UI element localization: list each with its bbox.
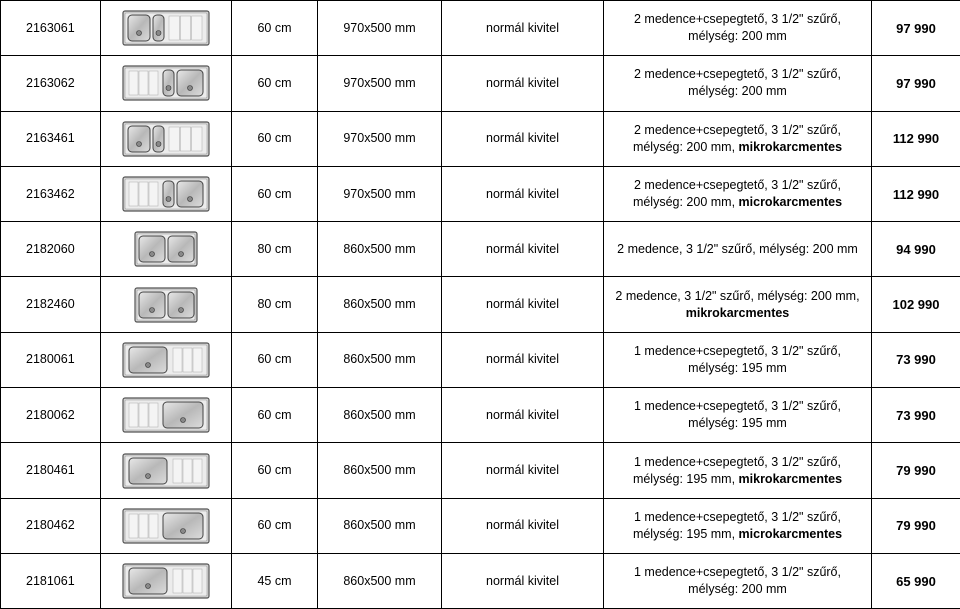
sink-icon [101,285,231,325]
description-line1: 1 medence+csepegtető, 3 1/2" szűrő, [633,343,841,358]
description [604,277,872,332]
cabinet-width: 60 cm [232,111,318,166]
sink-icon [101,229,231,269]
product-code: 2163462 [1,166,101,221]
description [604,222,872,277]
price: 65 990 [872,553,960,608]
cabinet-width: 60 cm [232,388,318,443]
description-line2: mélység: 200 mm [688,29,787,44]
sink-image [101,388,232,443]
sink-image [101,56,232,111]
price: 79 990 [872,443,960,498]
table-row [1,443,960,498]
dimensions: 860x500 mm [318,222,442,277]
product-code: 2163061 [1,1,101,56]
product-code: 2180061 [1,332,101,387]
cabinet-width: 60 cm [232,498,318,553]
table-row [1,277,960,332]
price: 112 990 [872,111,960,166]
cabinet-width: 60 cm [232,332,318,387]
finish-type: normál kivitel [442,388,604,443]
dimensions: 970x500 mm [318,111,442,166]
description [604,553,872,608]
product-code: 2163461 [1,111,101,166]
finish-type: normál kivitel [442,166,604,221]
finish-type: normál kivitel [442,332,604,387]
table-row [1,1,960,56]
cabinet-width: 80 cm [232,222,318,277]
price: 97 990 [872,1,960,56]
sink-image [101,498,232,553]
finish-type: normál kivitel [442,56,604,111]
description-line2: mélység: 200 mm, [632,139,739,154]
finish-type: normál kivitel [442,1,604,56]
sink-icon [101,506,231,546]
description-line2: mélység: 200 mm [688,582,787,597]
description-line2: mélység: 200 mm [688,84,787,99]
description-line1: 2 medence, 3 1/2" szűrő, mélység: 200 mm [617,241,858,256]
sink-icon [101,561,231,601]
product-code: 2182060 [1,222,101,277]
product-code: 2182460 [1,277,101,332]
description-highlight: mikrokarcmentes [738,139,843,154]
finish-type: normál kivitel [442,277,604,332]
cabinet-width: 60 cm [232,1,318,56]
description-line1: 1 medence+csepegtető, 3 1/2" szűrő, [633,454,841,469]
description [604,388,872,443]
description [604,498,872,553]
description-line2: mélység: 195 mm, [632,526,739,541]
sink-image [101,222,232,277]
dimensions: 860x500 mm [318,498,442,553]
price: 79 990 [872,498,960,553]
description [604,111,872,166]
price: 112 990 [872,166,960,221]
dimensions: 970x500 mm [318,1,442,56]
sink-image [101,1,232,56]
description-line1: 2 medence+csepegtető, 3 1/2" szűrő, [633,178,841,193]
sink-image [101,443,232,498]
table-row [1,111,960,166]
sink-image [101,553,232,608]
description-line2: mélység: 195 mm, [632,471,739,486]
description-line2: mélység: 195 mm [688,360,787,375]
table-body [1,1,960,609]
product-code: 2163062 [1,56,101,111]
description-line1: 1 medence+csepegtető, 3 1/2" szűrő, [633,399,841,414]
cabinet-width: 60 cm [232,443,318,498]
product-code: 2180062 [1,388,101,443]
product-code: 2180461 [1,443,101,498]
description [604,1,872,56]
finish-type: normál kivitel [442,498,604,553]
sink-icon [101,174,231,214]
sink-icon [101,63,231,103]
sink-icon [101,451,231,491]
cabinet-width: 60 cm [232,56,318,111]
dimensions: 860x500 mm [318,332,442,387]
table-row [1,166,960,221]
dimensions: 970x500 mm [318,56,442,111]
price: 73 990 [872,388,960,443]
product-code: 2181061 [1,553,101,608]
dimensions: 860x500 mm [318,553,442,608]
table-row [1,56,960,111]
dimensions: 860x500 mm [318,443,442,498]
description-line1: 2 medence+csepegtető, 3 1/2" szűrő, [633,12,841,27]
description-line1: 2 medence+csepegtető, 3 1/2" szűrő, [633,67,841,82]
price: 97 990 [872,56,960,111]
dimensions: 970x500 mm [318,166,442,221]
description [604,332,872,387]
sink-image [101,111,232,166]
price: 102 990 [872,277,960,332]
description-line1: 1 medence+csepegtető, 3 1/2" szűrő, [633,509,841,524]
finish-type: normál kivitel [442,111,604,166]
table-row [1,388,960,443]
sink-image [101,277,232,332]
description-line2: mélység: 200 mm, [632,195,739,210]
price: 73 990 [872,332,960,387]
dimensions: 860x500 mm [318,277,442,332]
description-highlight: mikrokarcmentes [738,471,843,486]
cabinet-width: 80 cm [232,277,318,332]
table-row [1,498,960,553]
sink-image [101,166,232,221]
finish-type: normál kivitel [442,222,604,277]
description-line2: mélység: 195 mm [688,416,787,431]
dimensions: 860x500 mm [318,388,442,443]
description [604,443,872,498]
description-line1: 2 medence+csepegtető, 3 1/2" szűrő, [633,122,841,137]
finish-type: normál kivitel [442,443,604,498]
description-highlight: mikrokarcmentes [685,305,790,320]
description [604,166,872,221]
description-highlight: microkarcmentes [738,195,843,210]
description-line1: 1 medence+csepegtető, 3 1/2" szűrő, [633,565,841,580]
table-row [1,222,960,277]
description [604,56,872,111]
description-line1: 2 medence, 3 1/2" szűrő, mélység: 200 mm, [615,288,860,303]
description-highlight: microkarcmentes [738,526,843,541]
price: 94 990 [872,222,960,277]
sink-icon [101,119,231,159]
table-row [1,332,960,387]
cabinet-width: 60 cm [232,166,318,221]
finish-type: normál kivitel [442,553,604,608]
table-row [1,553,960,608]
cabinet-width: 45 cm [232,553,318,608]
sink-icon [101,8,231,48]
product-code: 2180462 [1,498,101,553]
sink-icon [101,340,231,380]
sink-image [101,332,232,387]
sink-icon [101,395,231,435]
